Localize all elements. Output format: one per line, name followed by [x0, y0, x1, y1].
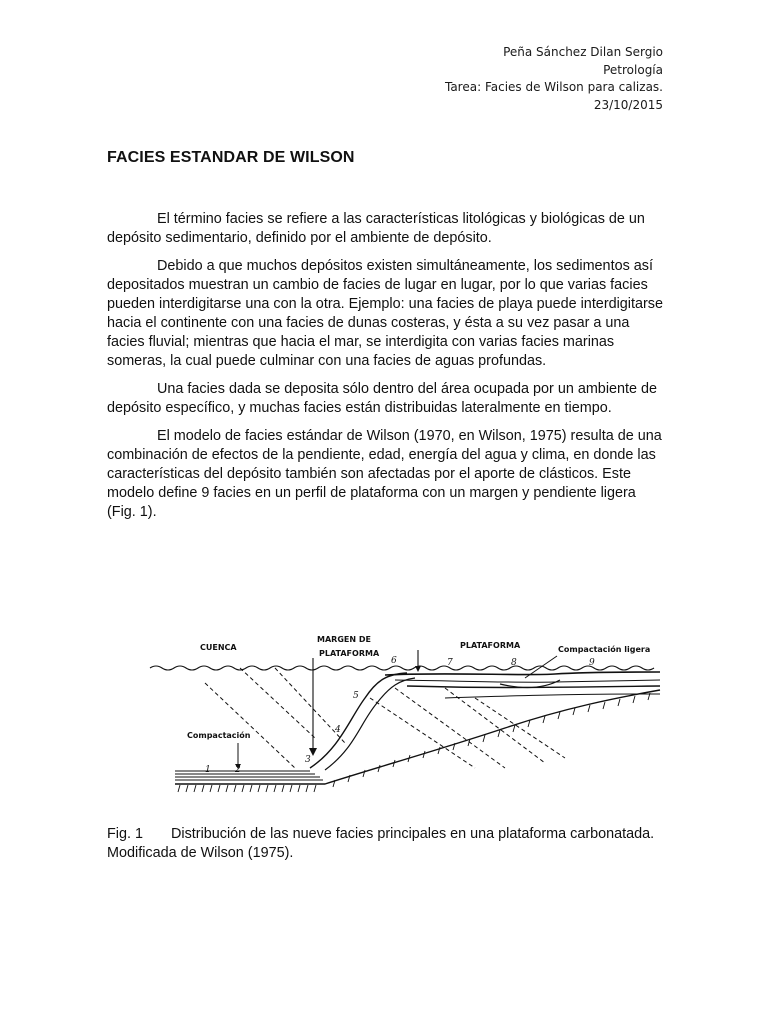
label-compactacion: Compactación: [187, 731, 251, 740]
facies-number-3: 3: [305, 755, 311, 765]
facies-number-2: 2: [235, 765, 241, 775]
platform-arrow-head: [415, 666, 421, 672]
assignment-name: Tarea: Facies de Wilson para calizas.: [444, 80, 663, 94]
facies-number-4: 4: [335, 725, 341, 735]
header-block: [445, 44, 663, 114]
paragraph-2: Debido a que muchos depósitos existen simultáneamente, los sedimentos así depositados muestran un cambio de facies de lugar en lugar, por lo que varias facies pueden interdigitarse una con la otra. Ejemplo: una facies de playa puede interdigitarse hacia el continente con una facies de dunas costeras, y ésta a su vez pasar a una facies fluvial; mientras que hacia el mar, se interdigita con varias facies marinas someras, la cual puede culminar con una facies de aguas profundas.: [107, 258, 664, 369]
author-name: Peña Sánchez Dilan Sergio: [503, 45, 663, 59]
facies-number-9: 9: [589, 658, 595, 668]
compaction-lens: [500, 680, 560, 687]
document-date: 23/10/2015: [593, 97, 663, 112]
label-margen-2: PLATAFORMA: [319, 649, 380, 658]
paragraph-3: Una facies dada se deposita sólo dentro del área ocupada por un ambiente de depósito específico, y muchas facies están distribuidas lateralmente en tiempo.: [107, 381, 658, 416]
label-compactacion-ligera: Compactación ligera: [558, 645, 651, 654]
water-surface: [150, 666, 654, 670]
paragraph-1: El término facies se refiere a las características litológicas y biológicas de un depósito sedimentario, definido por el ambiente de depósito.: [107, 211, 645, 246]
dashed-time-lines: [205, 668, 565, 768]
facies-profile-figure: [145, 628, 665, 808]
figure-caption: [107, 825, 667, 863]
facies-number-7: 7: [447, 658, 453, 668]
facies-number-6: 6: [391, 656, 397, 666]
facies-number-5: 5: [353, 691, 359, 701]
label-margen-1: MARGEN DE: [317, 635, 371, 644]
label-cuenca: CUENCA: [200, 643, 237, 652]
facies-number-8: 8: [511, 658, 517, 668]
basin-floor-layers: [175, 771, 323, 780]
platform-top: [385, 672, 660, 675]
document-title: FACIES ESTANDAR DE WILSON: [107, 149, 355, 166]
label-plataforma: PLATAFORMA: [460, 641, 521, 650]
body-text: [107, 210, 667, 531]
platform-layer-1: [395, 680, 660, 682]
course-name: Petrología: [603, 62, 663, 77]
caption-number: Fig. 1: [107, 826, 143, 842]
caption-text: Distribución de las nueve facies principales en una plataforma carbonatada. Modificada de Wilson (1975).: [107, 826, 655, 861]
facies-number-1: 1: [205, 765, 211, 775]
paragraph-4: El modelo de facies estándar de Wilson (1970, en Wilson, 1975) resulta de una combinación de efectos de la pendiente, edad, energía del agua y clima, en donde las características del depósito también son afectadas por el aporte de clásticos. Este modelo define 9 facies en un perfil de plataforma con un margen y pendiente ligera (Fig. 1).: [107, 428, 662, 520]
